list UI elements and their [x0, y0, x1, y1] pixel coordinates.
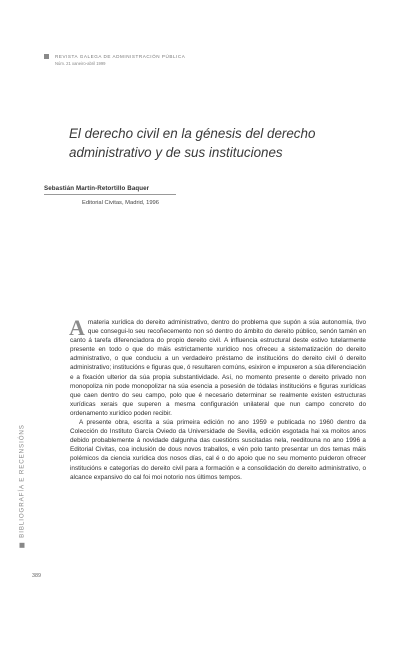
drop-cap: A — [69, 315, 85, 340]
section-name: BIBLIOGRAFÍA E RECENSIÓNS — [18, 424, 26, 538]
book-author: Sebastián Martín-Retortillo Baquer — [44, 185, 150, 192]
book-publisher: Editorial Civitas, Madrid, 1996 — [82, 200, 160, 206]
journal-header-row — [44, 54, 364, 59]
issue-info: Núm. 21 xaneiro-abril 1999 — [55, 61, 106, 66]
article-title: El derecho civil en la génesis del derecho administrativo y de sus instituciones — [69, 126, 316, 160]
page-number: 389 — [32, 573, 41, 579]
paragraph-1-text: materia xurídica do dereito administrativo, dentro do problema que supón a súa autonomía, tivo que consegui-lo seu recoñecemento non só dentro do ámbito do dereito público, senón tamén en canto á tarefa diferenciadora do propio dereito civil. A influencia estructural deste estivo tutelarmente presente en todo o que do máis estrictamente xurídico nos ofreceu a sistematización do dereito administrativo, o que conduciu a un verdadeiro préstamo de institucións do dereito civil ó dereito administrativo; institucións e figuras que, ó resultaren comúns, esixiron e impuxeron a súa diferenciación e a fixación ulterior da súa propia substantividade. Así, no momento presente o dereito privado non monopoliza nin pode monopolizar na súa esencia a posesión de tódalas institucións e figuras xurídicas que caen dentro do seu campo, polo que é necesario determinar se realmente existen estructuras xurídicas xerais que superen a mesma configuración unilateral que nun campo concreto do ordenamento xurídico poden recibir. — [70, 319, 366, 417]
side-square-icon — [20, 543, 25, 548]
author-divider — [44, 194, 176, 195]
article-body — [69, 315, 366, 482]
journal-header — [44, 54, 364, 66]
section-side-label — [19, 424, 26, 548]
journal-name: REVISTA GALEGA DE ADMINISTRACIÓN PÚBLICA — [55, 54, 186, 59]
body-paragraph-1 — [69, 315, 366, 418]
body-paragraph-2: A presente obra, escrita a súa primeira edición no ano 1959 e publicada no 1960 dentro da Colección do Instituto García Oviedo da Universidade de Sevilla, edición esgotada hai xa moitos anos debido probablemente á novidade dalgunha das cuestións suscitadas nela, reeditouna no ano 1996 a Editorial Civitas, coa inclusión de dous novos traballos, e vén polo tanto presentar un dos temas máis polémicos da ciencia xurídica dos nosos días, cal é o do apoio que no seu momento puideron ofrecer institucións e categorías do dereito civil para a formación e a consolidación do dereito administrativo, o alcance expansivo do cal foi moi notorio nos últimos tempos. — [70, 419, 366, 481]
square-bullet-icon — [44, 54, 49, 59]
